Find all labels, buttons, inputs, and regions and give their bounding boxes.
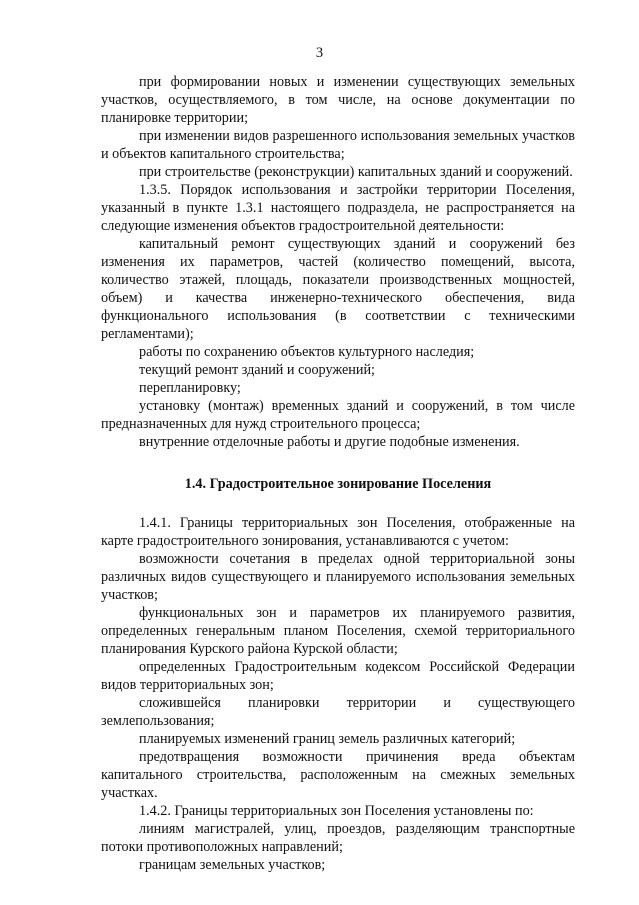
- paragraph: работы по сохранению объектов культурного наследия;: [139, 344, 475, 360]
- paragraph: функциональных зон и параметров их планируемого развития, определенных генеральным планом Поселения, схемой территориального планирования Курского района Курской области;: [101, 605, 575, 657]
- paragraph: при изменении видов разрешенного использования земельных участков и объектов капитального строительства;: [101, 128, 575, 162]
- body-text: [101, 73, 575, 874]
- section-heading: 1.4. Градостроительное зонирование Поселения: [184, 476, 492, 492]
- paragraph: установку (монтаж) временных зданий и сооружений, в том числе предназначенных для нужд строительного процесса;: [101, 398, 575, 432]
- paragraph: планируемых изменений границ земель различных категорий;: [139, 731, 516, 747]
- paragraph: при строительстве (реконструкции) капитальных зданий и сооружений.: [139, 164, 573, 180]
- paragraph: 1.4.1. Границы территориальных зон Поселения, отображенные на карте градостроительного зонирования, устанавливаются с учетом:: [101, 515, 575, 549]
- paragraph: возможности сочетания в пределах одной территориальной зоны различных видов существующего и планируемого использования земельных участков;: [101, 551, 575, 603]
- paragraph: границам земельных участков;: [139, 857, 326, 873]
- paragraph: сложившейся планировки территории и существующего землепользования;: [101, 695, 575, 729]
- paragraph: линиям магистралей, улиц, проездов, разделяющим транспортные потоки противоположных направлений;: [101, 821, 575, 855]
- paragraph: текущий ремонт зданий и сооружений;: [139, 362, 375, 378]
- paragraph: при формировании новых и изменении существующих земельных участков, осуществляемого, в том числе, на основе документации по планировке территории;: [101, 74, 575, 126]
- paragraph: капитальный ремонт существующих зданий и сооружений без изменения их параметров, частей (количество помещений, высота, количество этажей, площадь, показатели производственных мощностей, объем) и качества инженерно-технического обеспечения, вида функционального использования (в соответствии с техническими регламентами);: [101, 236, 575, 342]
- paragraph: 1.4.2. Границы территориальных зон Поселения установлены по:: [139, 803, 534, 819]
- paragraph: определенных Градостроительным кодексом Российской Федерации видов территориальных зон;: [101, 659, 575, 693]
- paragraph: внутренние отделочные работы и другие подобные изменения.: [139, 434, 520, 450]
- paragraph: предотвращения возможности причинения вреда объектам капитального строительства, расположенным на смежных земельных участках.: [101, 749, 575, 801]
- paragraph: перепланировку;: [139, 380, 241, 396]
- page-number: 3: [315, 45, 324, 61]
- paragraph: 1.3.5. Порядок использования и застройки территории Поселения, указанный в пункте 1.3.1 настоящего подраздела, не распространяется на следующие изменения объектов градостроительной деятельности:: [101, 182, 575, 234]
